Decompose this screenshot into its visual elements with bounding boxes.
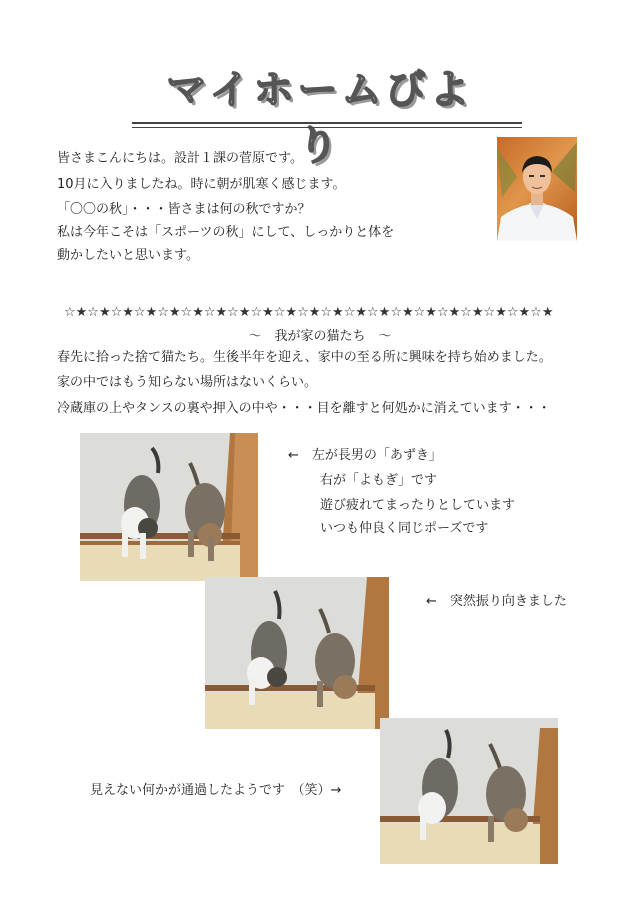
section-subtitle: ～ 我が家の猫たち ～ <box>248 329 392 344</box>
title-underline <box>132 122 522 124</box>
intro-line: 「〇〇の秋」・・・皆さまは何の秋ですか？ <box>57 202 311 217</box>
caption-line: 遊び疲れてまったりとしています <box>320 498 516 513</box>
body-line: 家の中ではもう知らない場所はないくらい。 <box>57 375 318 390</box>
caption-line: 右が「よもぎ」です <box>320 473 438 488</box>
cat-photo-3 <box>380 718 558 864</box>
star-divider: ☆★☆★☆★☆★☆★☆★☆★☆★☆★☆★☆★☆★☆★☆★☆★☆★☆★☆★☆★☆★☆★ <box>64 305 554 320</box>
intro-line: 私は今年こそは「スポーツの秋」にして、しっかりと体を <box>57 225 395 240</box>
author-photo <box>497 137 577 241</box>
body-line: 春先に拾った捨て猫たち。生後半年を迎え、家中の至る所に興味を持ち始めました。 <box>57 350 552 365</box>
intro-line: 10月に入りましたね。時に朝が肌寒く感じます。 <box>57 177 346 192</box>
title-underline-thin <box>132 127 522 128</box>
caption-turned: ← 突然振り向きました <box>426 594 567 609</box>
caption-passing: 見えない何かが通過したようです （笑）→ <box>90 783 342 798</box>
caption-line: ← 左が長男の「あずき」 <box>288 448 442 463</box>
page-title: マイホームびより <box>166 67 474 169</box>
cat-photo-2 <box>205 577 389 729</box>
intro-line: 皆さまこんにちは。設計１課の菅原です。 <box>57 151 303 166</box>
intro-line: 動かしたいと思います。 <box>57 248 199 263</box>
cat-photo-1 <box>80 433 258 581</box>
caption-line: いつも仲良く同じポーズです <box>320 521 489 536</box>
body-line: 冷蔵庫の上やタンスの裏や押入の中や・・・目を離すと何処かに消えています・・・ <box>57 401 551 416</box>
